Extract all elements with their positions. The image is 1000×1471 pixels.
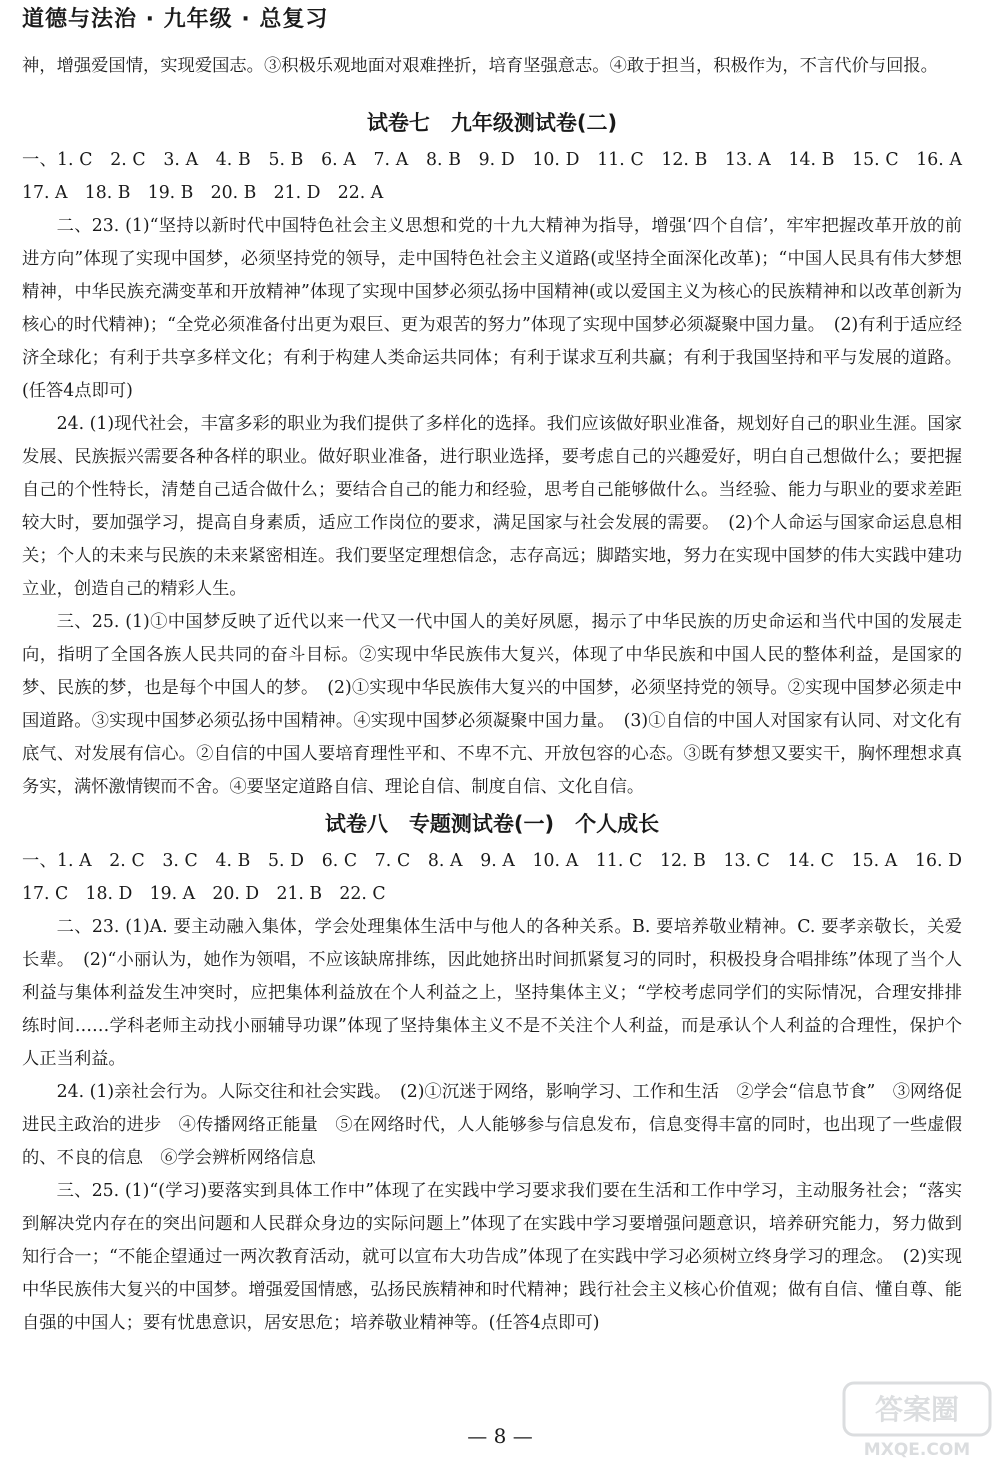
paper7-multiple-choice: 一、1. C 2. C 3. A 4. B 5. B 6. A 7. A 8. B 9. D 10. D 11. C 12. B 13. A 14. B 15. C 16. A 17. A 18. B 19. B 20. B 21. D 22. A	[22, 150, 980, 203]
paper7-title: 试卷七 九年级测试卷(二)	[366, 111, 618, 135]
answer-content	[22, 50, 980, 1340]
running-header: 道德与法治 · 九年级 · 总复习	[22, 7, 329, 32]
paper7-question-25: 三、25. (1)①中国梦反映了近代以来一代又一代中国人的美好夙愿，揭示了中华民族的历史命运和当代中国的发展走向，指明了全国各族人民共同的奋斗目标。②实现中华民族伟大复兴，体现了中华民族和中国人民的整体利益，是国家的梦、民族的梦，也是每个中国人的梦。 (2)①实现中华民族伟大复兴的中国梦，必须坚持党的领导。②实现中国梦必须走中国道路。③实现中国梦必须弘扬中国精神。④实现中国梦必须凝聚中国力量。 (3)①自信的中国人对国家有认同、对文化有底气、对发展有信心。②自信的中国人要培育理性平和、不卑不亢、开放包容的心态。③既有梦想又要实干，胸怀理想求真务实，满怀激情锲而不舍。④要坚定道路自信、理论自信、制度自信、文化自信。	[22, 612, 962, 797]
page-number: — 8 —	[467, 1424, 533, 1448]
watermark-logo	[842, 1381, 992, 1461]
paper8-question-23: 二、23. (1)A. 要主动融入集体，学会处理集体生活中与他人的各种关系。B. 要培养敬业精神。C. 要孝亲敬长，关爱长辈。 (2)“小丽认为，她作为领唱，不应该缺席排练，因此她挤出时间抓紧复习的同时，积极投身合唱排练”体现了当个人利益与集体利益发生冲突时，应把集体利益放在个人利益之上，坚持集体主义；“学校考虑同学们的实际情况，合理安排排练时间……学科老师主动找小丽辅导功课”体现了坚持集体主义不是不关注个人利益，而是承认个人利益的合理性，保护个人正当利益。	[22, 917, 962, 1069]
watermark-site: MXQE.COM	[863, 1440, 971, 1460]
paper8-question-25: 三、25. (1)“(学习)要落实到具体工作中”体现了在实践中学习要求我们要在生活和工作中学习，主动服务社会；“落实到解决党内存在的突出问题和人民群众身边的实际问题上”体现了在实践中学习要增强问题意识，培养研究能力，努力做到知行合一；“不能企望通过一两次教育活动，就可以宣布大功告成”体现了在实践中学习必须树立终身学习的理念。 (2)实现中华民族伟大复兴的中国梦。增强爱国情感，弘扬民族精神和时代精神；践行社会主义核心价值观；做有自信、懂自尊、能自强的中国人；要有忧患意识，居安思危；培养敬业精神等。(任答4点即可)	[22, 1181, 962, 1333]
paper7-question-23: 二、23. (1)“坚持以新时代中国特色社会主义思想和党的十九大精神为指导，增强‘四个自信’，牢牢把握改革开放的前进方向”体现了实现中国梦，必须坚持党的领导，走中国特色社会主义道路(或坚持全面深化改革)；“中国人民具有伟大梦想精神，中华民族充满变革和开放精神”体现了实现中国梦必须弘扬中国精神(或以爱国主义为核心的民族精神和以改革创新为核心的时代精神)；“全党必须准备付出更为艰巨、更为艰苦的努力”体现了实现中国梦必须凝聚中国力量。 (2)有利于适应经济全球化；有利于共享多样文化；有利于构建人类命运共同体；有利于谋求互利共赢；有利于我国坚持和平与发展的道路。(任答4点即可)	[22, 216, 962, 401]
watermark-brand: 答案圈	[874, 1393, 960, 1426]
paper7-question-24: 24. (1)现代社会，丰富多彩的职业为我们提供了多样化的选择。我们应该做好职业准备，规划好自己的职业生涯。国家发展、民族振兴需要各种各样的职业。做好职业准备，进行职业选择，要考虑自己的兴趣爱好，明白自己想做什么；要把握自己的个性特长，清楚自己适合做什么；要结合自己的能力和经验，思考自己能够做什么。当经验、能力与职业的要求差距较大时，要加强学习，提高自身素质，适应工作岗位的要求，满足国家与社会发展的需要。 (2)个人命运与国家命运息息相关；个人的未来与民族的未来紧密相连。我们要坚定理想信念，志存高远；脚踏实地，努力在实现中国梦的伟大实践中建功立业，创造自己的精彩人生。	[22, 414, 962, 599]
intro-paragraph: 神，增强爱国情，实现爱国志。③积极乐观地面对艰难挫折，培育坚强意志。④敢于担当，积极作为，不言代价与回报。	[22, 56, 938, 76]
paper8-title: 试卷八 专题测试卷(一) 个人成长	[324, 812, 660, 836]
paper8-question-24: 24. (1)亲社会行为。人际交往和社会实践。 (2)①沉迷于网络，影响学习、工作和生活 ②学会“信息节食” ③网络促进民主政治的进步 ④传播网络正能量 ⑤在网络时代，人人能够参与信息发布，信息变得丰富的同时，也出现了一些虚假的、不良的信息 ⑥学会辨析网络信息	[22, 1082, 962, 1168]
paper8-multiple-choice: 一、1. A 2. C 3. C 4. B 5. D 6. C 7. C 8. A 9. A 10. A 11. C 12. B 13. C 14. C 15. A 16. D 17. C 18. D 19. A 20. D 21. B 22. C	[22, 851, 980, 904]
